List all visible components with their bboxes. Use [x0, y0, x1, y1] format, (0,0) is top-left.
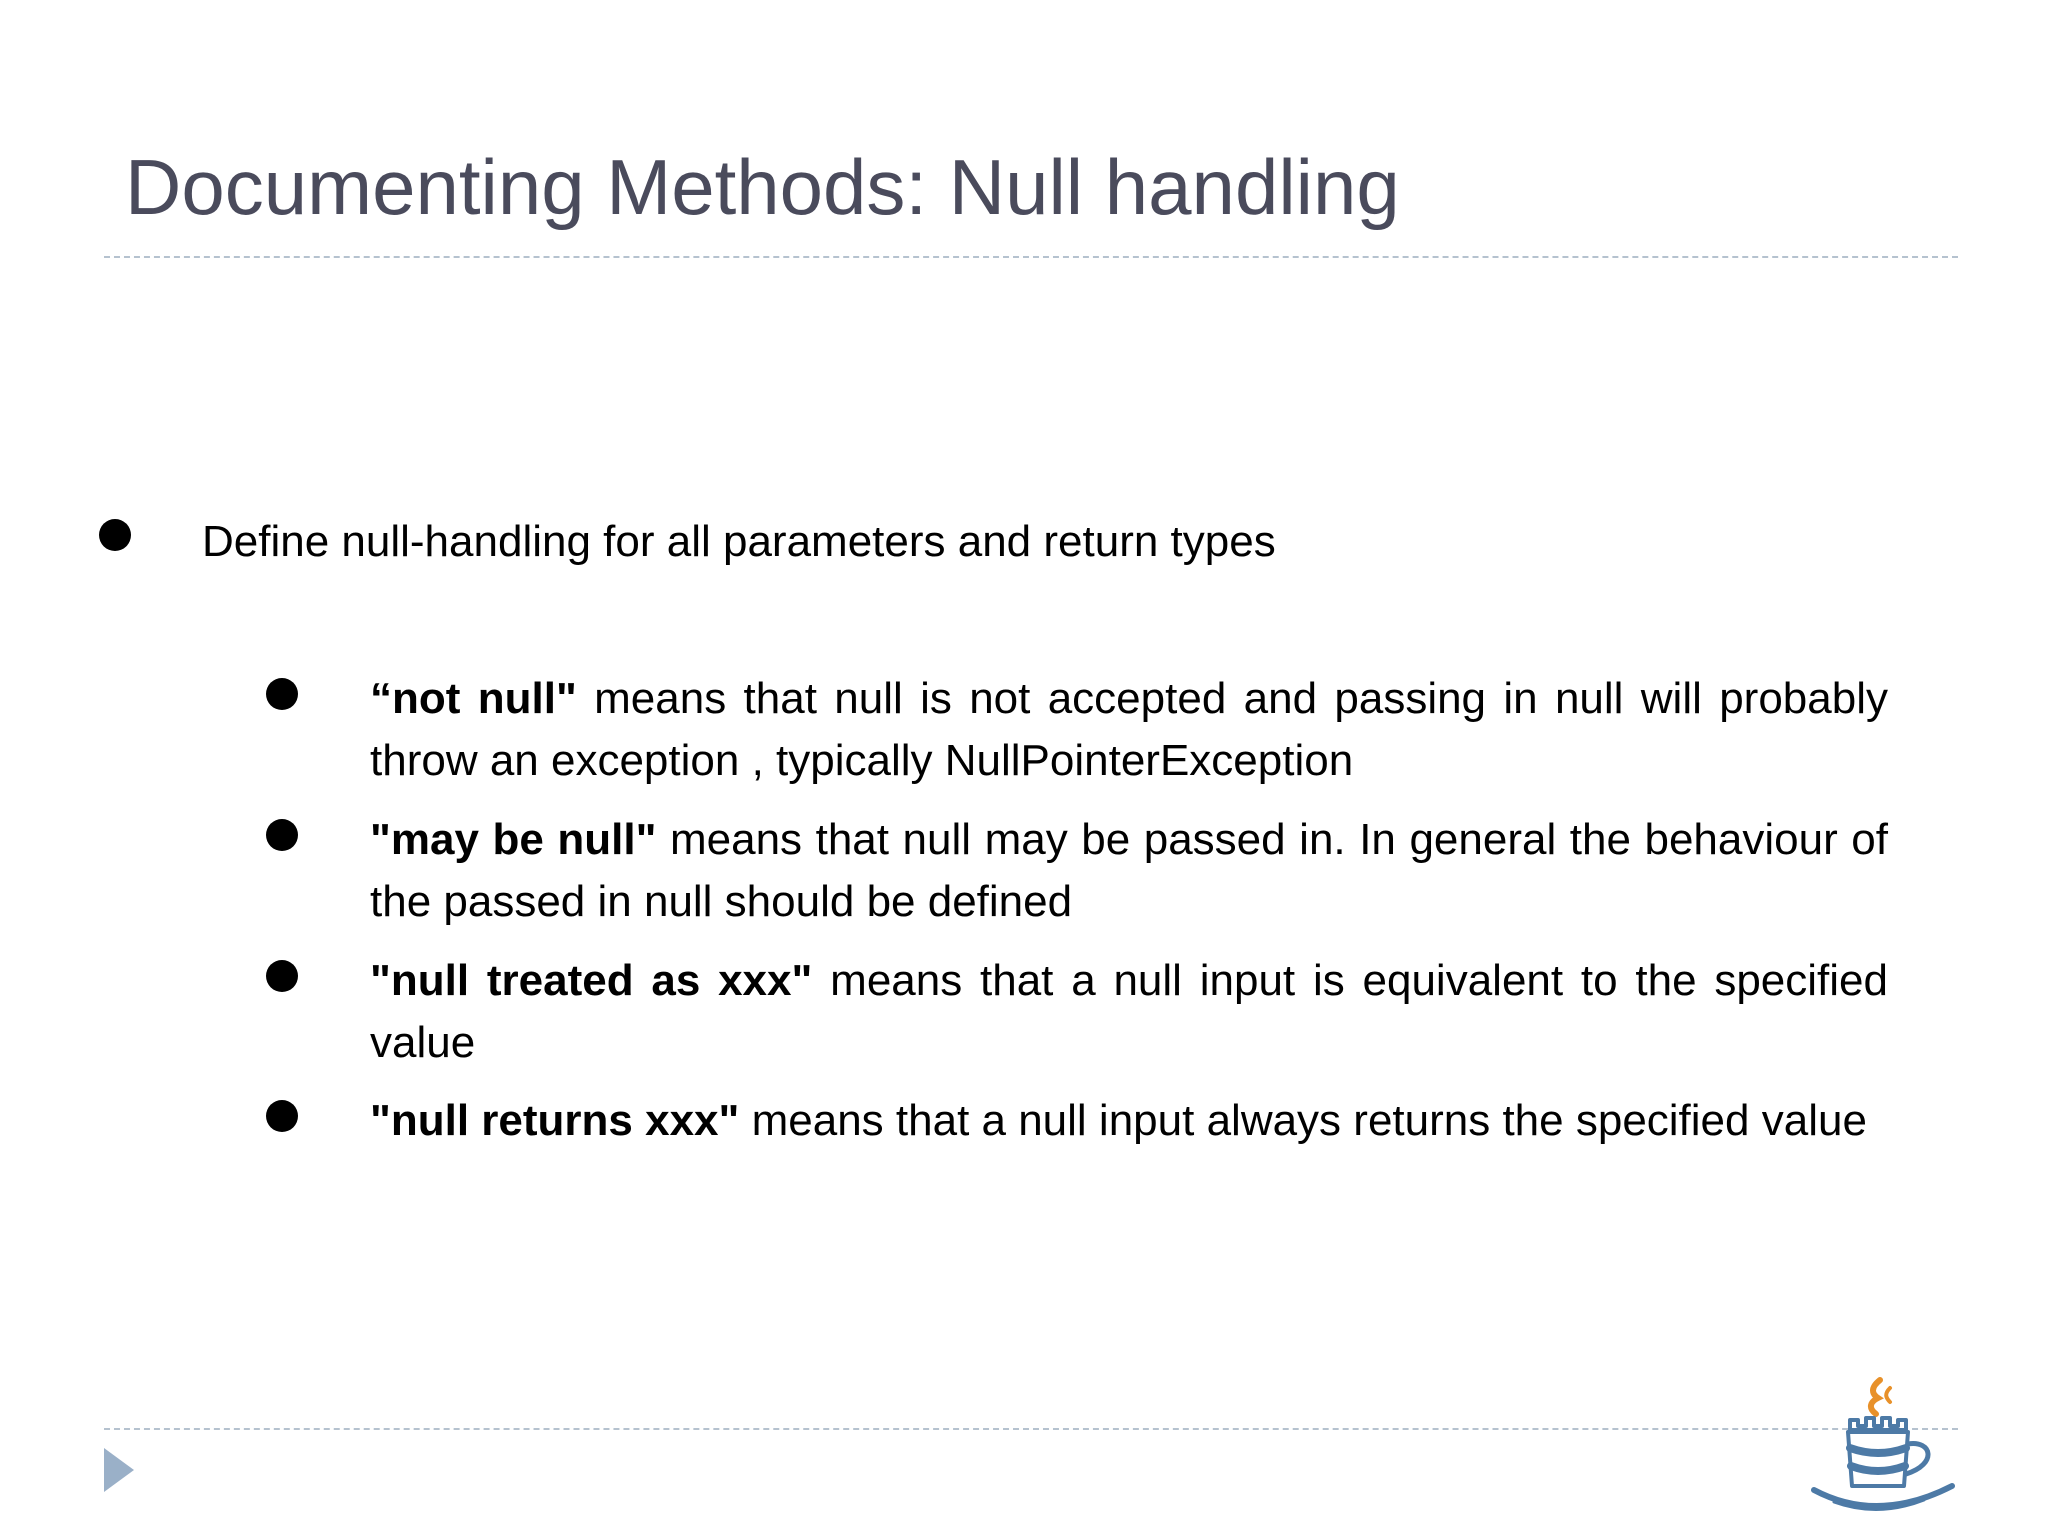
triangle-right-icon[interactable] — [104, 1448, 134, 1492]
sub-bullet-item — [370, 668, 1888, 792]
java-cup-logo — [1804, 1374, 1960, 1530]
bullet-term: "null returns xxx" — [370, 1096, 740, 1145]
slide-title: Documenting Methods: Null handling — [125, 143, 1400, 231]
footer-divider — [104, 1428, 1958, 1430]
bullet-icon — [99, 519, 131, 551]
bullet-description: means that a null input is equivalent to the specified value — [370, 956, 1888, 1067]
title-divider — [104, 256, 1958, 258]
bullet-description: means that a null input always returns the specified value — [739, 1096, 1867, 1145]
bullet-term: "null treated as xxx" — [370, 956, 813, 1005]
bullet-icon — [266, 819, 298, 851]
main-bullet-text: Define null-handling for all parameters and return types — [202, 517, 1276, 566]
bullet-description: means that null may be passed in. In general the behaviour of the passed in null should be defined — [370, 815, 1888, 926]
sub-bullet-item — [370, 950, 1888, 1074]
bullet-term: “not null" — [370, 674, 577, 723]
bullet-term: "may be null" — [370, 815, 657, 864]
sub-bullet-item — [370, 1090, 1888, 1152]
bullet-icon — [266, 960, 298, 992]
bullet-icon — [266, 1100, 298, 1132]
sub-bullet-item — [370, 809, 1888, 933]
bullet-icon — [266, 678, 298, 710]
bullet-description: means that null is not accepted and passing in null will probably throw an exception , typically NullPointerException — [370, 674, 1888, 785]
